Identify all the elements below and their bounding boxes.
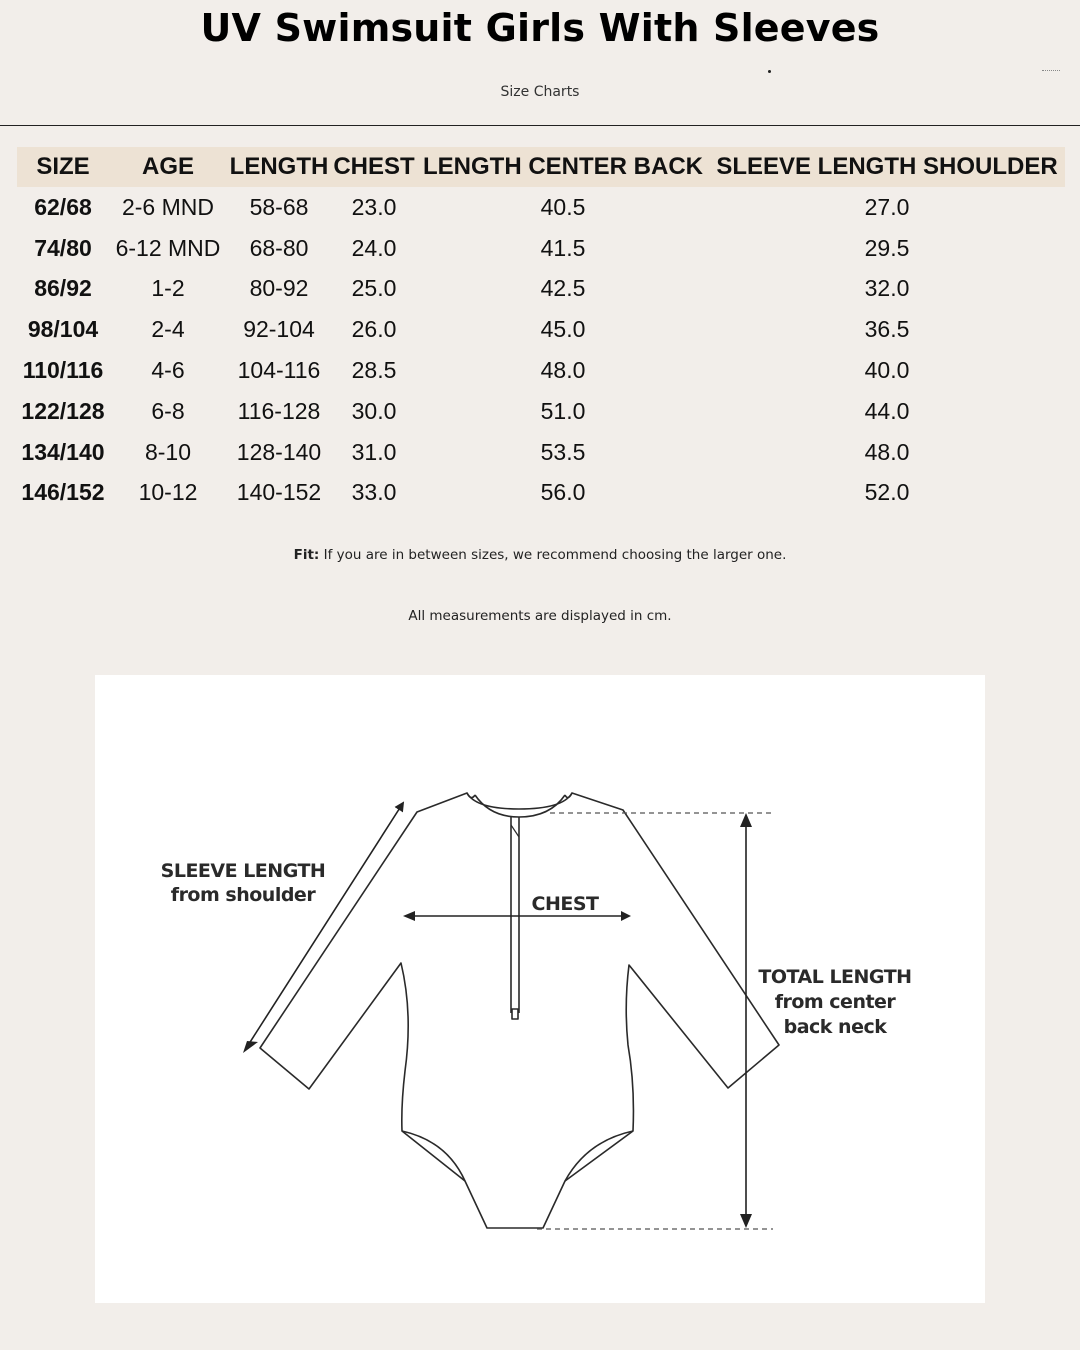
column-header: SLEEVE LENGTH SHOULDER xyxy=(709,147,1065,187)
column-header: AGE xyxy=(109,147,227,187)
table-cell: 51.0 xyxy=(540,397,586,424)
table-cell: 30.0 xyxy=(351,397,397,424)
column-header: LENGTH CENTER BACK xyxy=(417,147,709,187)
table-cell: 6-12 MND xyxy=(115,234,221,261)
table-cell: 41.5 xyxy=(540,234,586,261)
table-cell: 24.0 xyxy=(351,234,397,261)
table-cell: 40.5 xyxy=(540,193,586,220)
table-cell: 134/140 xyxy=(21,438,105,465)
decorative-dot xyxy=(768,70,771,73)
page-subtitle: Size Charts xyxy=(500,84,580,100)
column-header: SIZE xyxy=(17,147,109,187)
column-header: CHEST xyxy=(331,147,417,187)
table-cell: 92-104 xyxy=(243,316,315,343)
table-cell: 36.5 xyxy=(864,316,910,343)
table-cell: 48.0 xyxy=(864,438,910,465)
table-cell: 44.0 xyxy=(864,397,910,424)
fit-note xyxy=(0,547,1080,563)
table-cell: 2-4 xyxy=(151,316,185,343)
fit-text: If you are in between sizes, we recommend choosing the larger one. xyxy=(319,547,787,563)
length-label-line-1: TOTAL LENGTH xyxy=(758,966,912,988)
table-header-row xyxy=(17,147,1065,187)
table-cell: 45.0 xyxy=(540,316,586,343)
length-label-line-3: back neck xyxy=(783,1016,887,1038)
table-cell: 68-80 xyxy=(249,234,309,261)
table-cell: 104-116 xyxy=(237,357,321,384)
table-cell: 25.0 xyxy=(351,275,397,302)
table-cell: 62/68 xyxy=(34,193,92,220)
table-cell: 31.0 xyxy=(351,438,397,465)
table-cell: 74/80 xyxy=(34,234,92,261)
sleeve-label-line-1: SLEEVE LENGTH xyxy=(160,860,326,882)
table-row xyxy=(17,350,1065,391)
table-cell: 6-8 xyxy=(151,397,185,424)
sleeve-label-line-2: from shoulder xyxy=(170,884,316,906)
table-cell: 29.5 xyxy=(864,234,910,261)
table-cell: 98/104 xyxy=(27,316,99,343)
table-cell: 32.0 xyxy=(864,275,910,302)
table-cell: 10-12 xyxy=(138,479,198,506)
table-row xyxy=(17,391,1065,432)
table-cell: 58-68 xyxy=(249,193,309,220)
table-cell: 40.0 xyxy=(864,357,910,384)
measurement-diagram xyxy=(95,675,985,1303)
size-chart-table xyxy=(17,147,1065,513)
table-cell: 80-92 xyxy=(249,275,309,302)
page-title: UV Swimsuit Girls With Sleeves xyxy=(200,6,880,50)
fit-label: Fit: xyxy=(293,547,320,563)
table-row xyxy=(17,432,1065,473)
table-cell: 52.0 xyxy=(864,479,910,506)
table-cell: 128-140 xyxy=(236,438,322,465)
table-row xyxy=(17,187,1065,228)
table-cell: 122/128 xyxy=(21,397,105,424)
table-cell: 28.5 xyxy=(351,357,397,384)
column-header: LENGTH xyxy=(227,147,331,187)
table-cell: 48.0 xyxy=(540,357,586,384)
table-cell: 33.0 xyxy=(351,479,397,506)
length-label-line-2: from center xyxy=(774,991,896,1013)
table-cell: 53.5 xyxy=(540,438,586,465)
table-cell: 116-128 xyxy=(237,397,321,424)
table-cell: 23.0 xyxy=(351,193,397,220)
table-cell: 8-10 xyxy=(144,438,192,465)
table-cell: 86/92 xyxy=(34,275,92,302)
units-note: All measurements are displayed in cm. xyxy=(408,608,672,624)
table-cell: 27.0 xyxy=(864,193,910,220)
table-cell: 110/116 xyxy=(22,357,104,384)
total-length-label xyxy=(747,965,923,1040)
table-cell: 1-2 xyxy=(151,275,185,302)
table-cell: 42.5 xyxy=(540,275,586,302)
table-cell: 26.0 xyxy=(351,316,397,343)
table-row xyxy=(17,228,1065,269)
chest-label: CHEST xyxy=(531,893,599,915)
table-body xyxy=(17,187,1065,513)
decorative-dots xyxy=(1042,70,1060,73)
table-cell: 140-152 xyxy=(236,479,322,506)
table-row xyxy=(17,473,1065,514)
table-cell: 146/152 xyxy=(21,479,105,506)
table-row xyxy=(17,309,1065,350)
table-cell: 2-6 MND xyxy=(121,193,214,220)
sleeve-length-label xyxy=(153,859,333,907)
table-row xyxy=(17,269,1065,310)
header-divider xyxy=(0,125,1080,126)
table-cell: 56.0 xyxy=(540,479,586,506)
table-cell: 4-6 xyxy=(151,357,185,384)
